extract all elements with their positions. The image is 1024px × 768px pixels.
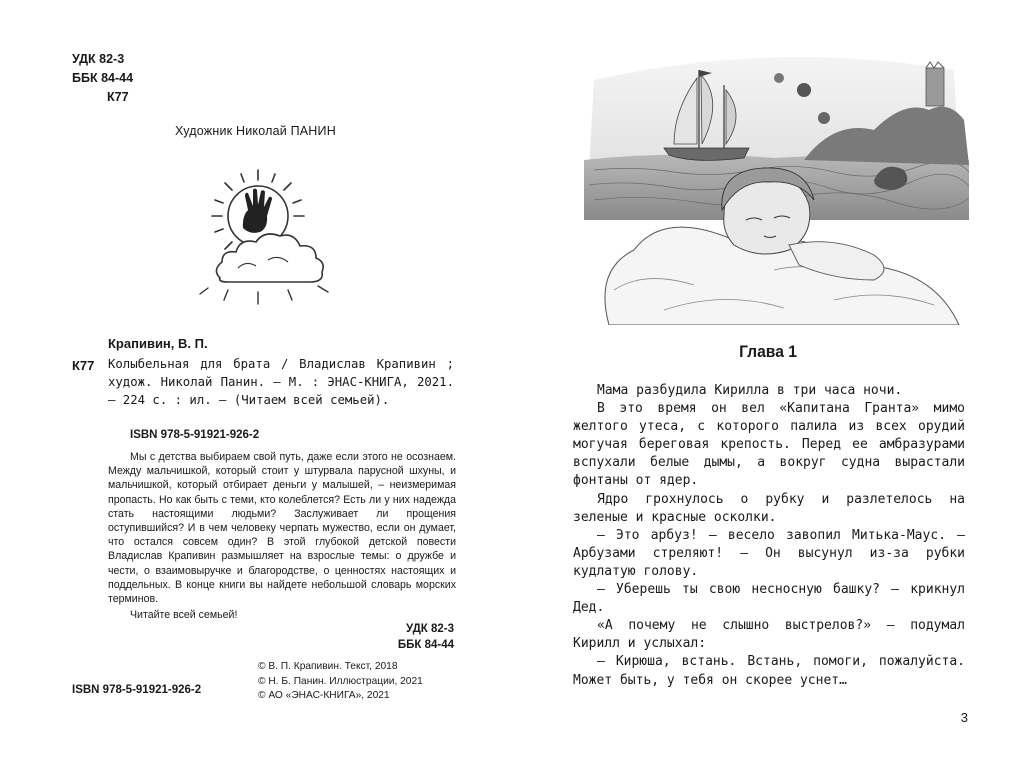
artist-credit: Художник Николай ПАНИН [175,124,336,138]
udk-footer [398,621,454,653]
bbk-line: ББК 84-44 [72,71,134,85]
author-name: Крапивин, В. П. [108,336,208,351]
story-paragraph: – Уберешь ты свою несносную башку? – крикнул Дед. [573,582,965,616]
sleeping-boy-ship-illustration [574,40,974,325]
isbn-bottom: ISBN 978-5-91921-926-2 [72,684,202,696]
class-code: К77 [72,358,95,373]
copyright-block [258,660,423,704]
page-number: 3 [960,710,968,725]
story-paragraph: «А почему не слышно выстрелов?» – подумал Кирилл и услыхал: [573,618,965,652]
bibliographic-record: Колыбельная для брата / Владислав Крапивин ; худож. Николай Панин. – М. : ЭНАС-КНИГА, 2021. – 224 с. : ил. – (Читаем всей семьей). [108,357,454,407]
story-paragraph: Ядро грохнулось о рубку и разлетелось на зеленые и красные осколки. [573,491,965,525]
story-paragraph: – Кирюша, встань. Встань, помоги, пожалуйста. Может быть, у тебя он скорее уснет… [573,654,965,688]
udk-header [72,50,133,107]
right-page [512,0,1024,768]
udk-line: УДК 82-3 [72,52,125,66]
bbk-footer-line: ББК 84-44 [397,639,454,651]
story-text [573,382,965,690]
chapter-title: Глава 1 [739,342,797,361]
copyright-text: © В. П. Крапивин. Текст, 2018 [258,661,398,672]
story-paragraph: В это время он вел «Капитана Гранта» мимо желтого утеса, с которого палила из всех орудий могучая береговая крепость. Перед ее амбразурами вспухали белые дымы, а вокруг судна вырастали фонтаны от ядер. [573,401,965,489]
copyright-illustrations: © Н. Б. Панин. Иллюстрации, 2021 [258,675,423,687]
sun-cloud-handprint-icon [198,158,338,308]
copyright-publisher: © АО «ЭНАС-КНИГА», 2021 [258,690,390,701]
annotation [108,450,456,622]
story-paragraph: – Это арбуз! – весело завопил Митька-Маус. – Арбузами стреляют! – Он высунул из-за рубки кудлатую голову. [573,527,965,579]
annotation-paragraph: Мы с детства выбираем свой путь, даже если этого не осознаем. Между мальчишкой, который стоит у штурвала парусной шхуны, и мальчишкой, который отбирает деньги у малышей, – неизмеримая пропасть. Но как быть с теми, кто колеблется? Есть ли у них надежда стать настоящими людьми? Заслуживает ли прощения оступившийся? И в чем человеку черпать мужество, если он думает, что остался совсем один? В этой глубокой детской повести Владислав Крапивин размышляет на взрослые темы: о дружбе и чести, о взаимовыручке и благородстве, о ценностях настоящих и поддельных. В конце книги вы найдете небольшой словарь морских терминов. [108,451,456,606]
annotation-tagline: Читайте всей семьей! [130,609,238,622]
story-paragraph: Мама разбудила Кирилла в три часа ночи. [597,383,903,398]
udk-footer-line: УДК 82-3 [406,623,454,635]
author-mark: К77 [107,90,129,104]
isbn: ISBN 978-5-91921-926-2 [130,429,260,441]
